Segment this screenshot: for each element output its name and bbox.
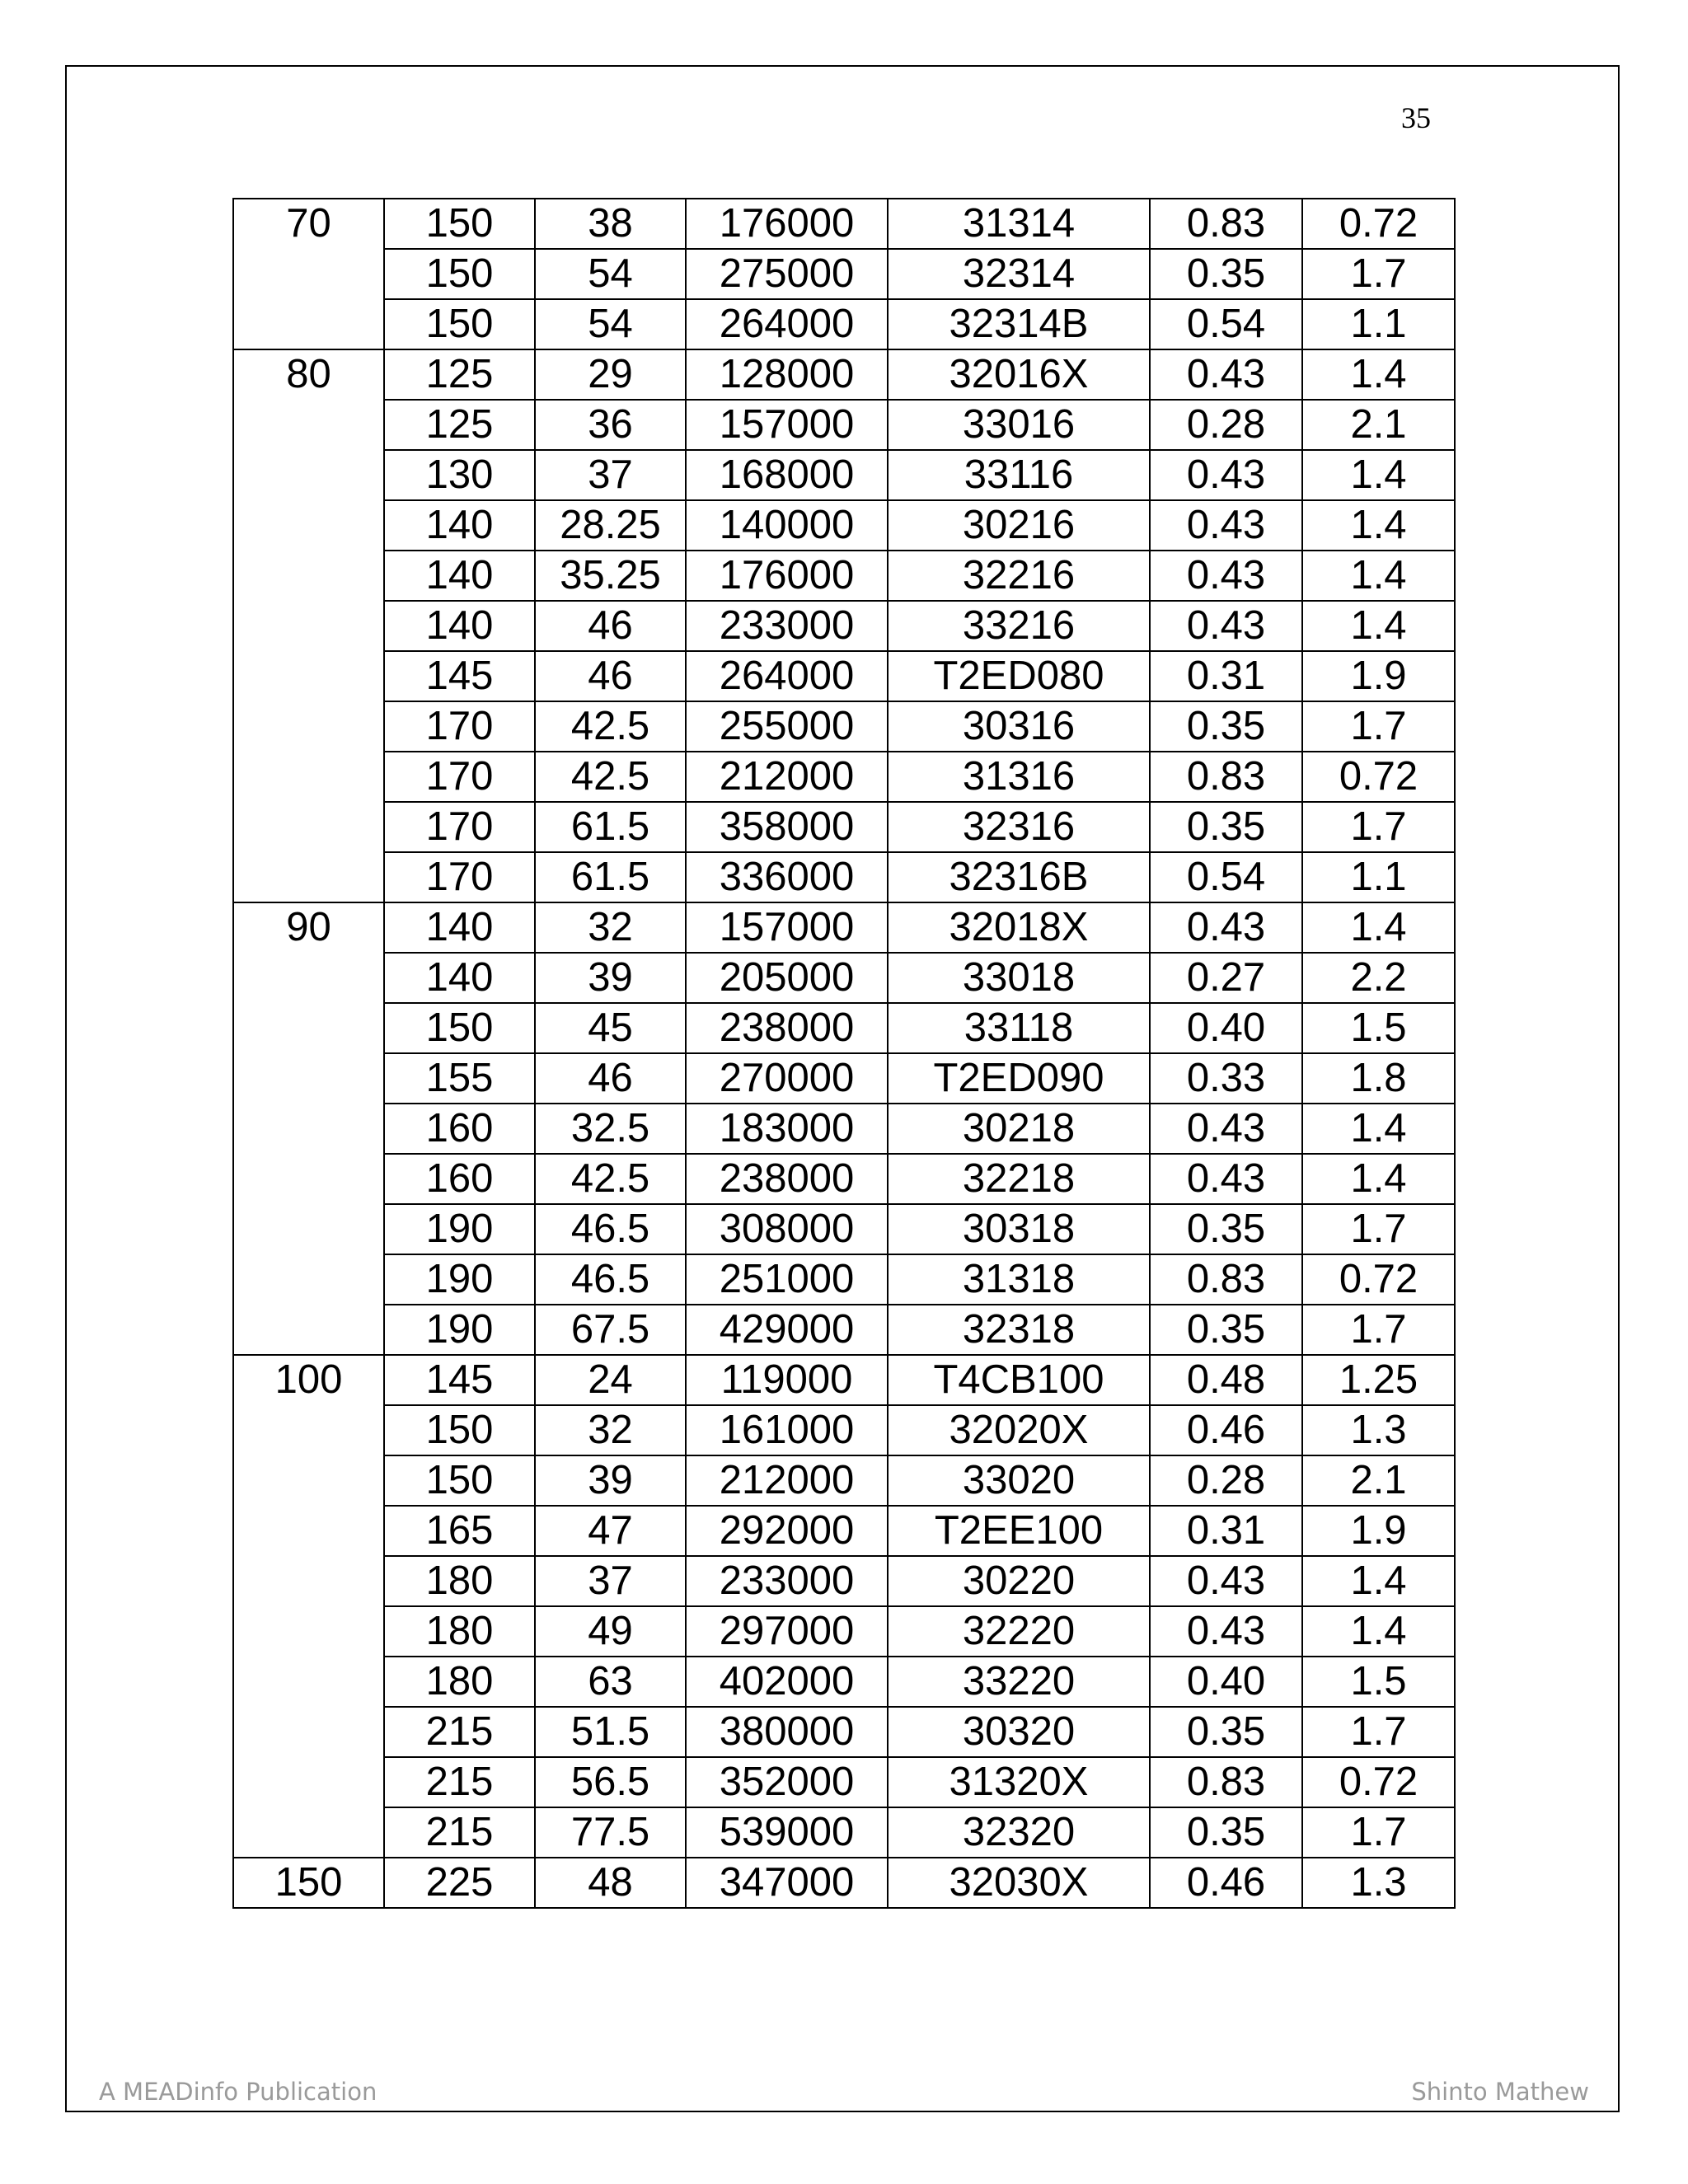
table-row bbox=[233, 1053, 1455, 1104]
table-cell: 233000 bbox=[686, 1556, 888, 1606]
table-cell: 155 bbox=[384, 1053, 535, 1104]
table-cell: 1.8 bbox=[1302, 1053, 1455, 1104]
table-cell: 212000 bbox=[686, 1455, 888, 1506]
table-cell: 233000 bbox=[686, 601, 888, 651]
table-row bbox=[233, 199, 1455, 249]
table-cell: 160 bbox=[384, 1154, 535, 1204]
table-row bbox=[233, 953, 1455, 1003]
table-body bbox=[233, 199, 1455, 1908]
table-cell: 0.43 bbox=[1150, 1104, 1302, 1154]
table-cell: 212000 bbox=[686, 752, 888, 802]
table-cell: 0.43 bbox=[1150, 1154, 1302, 1204]
table-cell: 30216 bbox=[888, 500, 1150, 551]
table-cell: 32218 bbox=[888, 1154, 1150, 1204]
table-cell: 32016X bbox=[888, 349, 1150, 400]
table-cell: 38 bbox=[535, 199, 686, 249]
table-cell: 0.83 bbox=[1150, 199, 1302, 249]
table-cell: 0.54 bbox=[1150, 299, 1302, 349]
table-cell: T4CB100 bbox=[888, 1355, 1150, 1405]
page-number: 35 bbox=[1401, 101, 1431, 134]
table-cell: 30220 bbox=[888, 1556, 1150, 1606]
table-row bbox=[233, 349, 1455, 400]
table-cell: 32318 bbox=[888, 1305, 1150, 1355]
table-cell: 1.7 bbox=[1302, 1807, 1455, 1858]
table-cell: 37 bbox=[535, 1556, 686, 1606]
table-cell: 2.2 bbox=[1302, 953, 1455, 1003]
table-cell: 1.3 bbox=[1302, 1405, 1455, 1455]
table-cell: 0.28 bbox=[1150, 1455, 1302, 1506]
table-cell: 0.35 bbox=[1150, 1204, 1302, 1254]
table-cell: 2.1 bbox=[1302, 1455, 1455, 1506]
table-cell: 125 bbox=[384, 349, 535, 400]
footer-author: Shinto Mathew bbox=[1411, 2078, 1589, 2106]
table-cell: 402000 bbox=[686, 1657, 888, 1707]
table-cell: 170 bbox=[384, 701, 535, 752]
table-cell: 429000 bbox=[686, 1305, 888, 1355]
table-row bbox=[233, 1305, 1455, 1355]
table-cell: 1.7 bbox=[1302, 1707, 1455, 1757]
table-cell: 0.83 bbox=[1150, 1254, 1302, 1305]
table-cell: 270000 bbox=[686, 1053, 888, 1104]
table-cell: 1.1 bbox=[1302, 299, 1455, 349]
table-cell: 225 bbox=[384, 1858, 535, 1908]
table-cell: 140 bbox=[384, 902, 535, 953]
table-cell: 150 bbox=[384, 249, 535, 299]
table-cell: 183000 bbox=[686, 1104, 888, 1154]
table-cell: 32320 bbox=[888, 1807, 1150, 1858]
table-cell: 0.35 bbox=[1150, 802, 1302, 852]
table-cell: 128000 bbox=[686, 349, 888, 400]
table-cell: 150 bbox=[384, 1003, 535, 1053]
table-cell: 48 bbox=[535, 1858, 686, 1908]
table-cell: 255000 bbox=[686, 701, 888, 752]
table-row bbox=[233, 1154, 1455, 1204]
table-cell: 0.48 bbox=[1150, 1355, 1302, 1405]
table-cell: 157000 bbox=[686, 902, 888, 953]
table-row bbox=[233, 1003, 1455, 1053]
table-cell: 140 bbox=[384, 601, 535, 651]
table-cell: 150 bbox=[384, 1455, 535, 1506]
table-cell: 150 bbox=[384, 299, 535, 349]
table-cell: 32220 bbox=[888, 1606, 1150, 1657]
table-cell: 157000 bbox=[686, 400, 888, 450]
table-cell: 33220 bbox=[888, 1657, 1150, 1707]
table-cell: 140 bbox=[384, 500, 535, 551]
table-cell: 47 bbox=[535, 1506, 686, 1556]
table-cell: 180 bbox=[384, 1606, 535, 1657]
table-row bbox=[233, 1204, 1455, 1254]
table-cell: 0.35 bbox=[1150, 1807, 1302, 1858]
table-cell: 145 bbox=[384, 1355, 535, 1405]
table-row bbox=[233, 1506, 1455, 1556]
table-cell: 180 bbox=[384, 1556, 535, 1606]
table-cell: 1.5 bbox=[1302, 1657, 1455, 1707]
table-cell: 32314 bbox=[888, 249, 1150, 299]
table-cell: 31316 bbox=[888, 752, 1150, 802]
table-cell: 1.25 bbox=[1302, 1355, 1455, 1405]
table-cell: 347000 bbox=[686, 1858, 888, 1908]
table-cell: 32020X bbox=[888, 1405, 1150, 1455]
table-cell: 0.40 bbox=[1150, 1657, 1302, 1707]
table-cell: 0.27 bbox=[1150, 953, 1302, 1003]
table-cell: 46 bbox=[535, 1053, 686, 1104]
table-cell: 125 bbox=[384, 400, 535, 450]
table-cell: 170 bbox=[384, 752, 535, 802]
table-cell: 0.72 bbox=[1302, 199, 1455, 249]
table-cell: 63 bbox=[535, 1657, 686, 1707]
table-cell: 140 bbox=[384, 953, 535, 1003]
table-cell: 32.5 bbox=[535, 1104, 686, 1154]
bearing-data-table bbox=[232, 198, 1456, 1909]
table-cell: 160 bbox=[384, 1104, 535, 1154]
table-cell: 24 bbox=[535, 1355, 686, 1405]
table-cell: 0.43 bbox=[1150, 349, 1302, 400]
table-cell: 39 bbox=[535, 953, 686, 1003]
table-row bbox=[233, 1355, 1455, 1405]
table-row bbox=[233, 651, 1455, 701]
table-cell: 56.5 bbox=[535, 1757, 686, 1807]
table-cell: 0.72 bbox=[1302, 752, 1455, 802]
table-cell: 39 bbox=[535, 1455, 686, 1506]
table-cell: 0.35 bbox=[1150, 1707, 1302, 1757]
table-cell: 0.33 bbox=[1150, 1053, 1302, 1104]
table-cell: 1.4 bbox=[1302, 450, 1455, 500]
table-cell: 32 bbox=[535, 1405, 686, 1455]
table-cell: 42.5 bbox=[535, 701, 686, 752]
table-cell: 1.7 bbox=[1302, 1305, 1455, 1355]
table-cell: 0.35 bbox=[1150, 1305, 1302, 1355]
table-cell: 0.72 bbox=[1302, 1254, 1455, 1305]
table-cell: 251000 bbox=[686, 1254, 888, 1305]
table-cell: 0.46 bbox=[1150, 1858, 1302, 1908]
table-cell: 1.4 bbox=[1302, 601, 1455, 651]
table-cell: 1.4 bbox=[1302, 349, 1455, 400]
table-cell: 0.43 bbox=[1150, 902, 1302, 953]
table-cell: 1.1 bbox=[1302, 852, 1455, 902]
table-row bbox=[233, 551, 1455, 601]
table-cell: 32316B bbox=[888, 852, 1150, 902]
table-cell: 0.40 bbox=[1150, 1003, 1302, 1053]
table-cell: 539000 bbox=[686, 1807, 888, 1858]
table-cell: 42.5 bbox=[535, 1154, 686, 1204]
table-cell: 0.72 bbox=[1302, 1757, 1455, 1807]
table-cell: 42.5 bbox=[535, 752, 686, 802]
table-cell: 176000 bbox=[686, 551, 888, 601]
table-cell: 33116 bbox=[888, 450, 1150, 500]
table-cell: 150 bbox=[384, 199, 535, 249]
table-row bbox=[233, 701, 1455, 752]
table-cell: 1.4 bbox=[1302, 1104, 1455, 1154]
table-row bbox=[233, 249, 1455, 299]
table-row bbox=[233, 1807, 1455, 1858]
table-row bbox=[233, 1254, 1455, 1305]
table-row bbox=[233, 299, 1455, 349]
table-cell: 61.5 bbox=[535, 852, 686, 902]
table-cell: 1.7 bbox=[1302, 249, 1455, 299]
table-cell: 140 bbox=[384, 551, 535, 601]
table-cell: 1.9 bbox=[1302, 1506, 1455, 1556]
bore-size-cell: 80 bbox=[233, 349, 384, 902]
table-cell: T2ED080 bbox=[888, 651, 1150, 701]
table-cell: 1.9 bbox=[1302, 651, 1455, 701]
table-cell: 0.31 bbox=[1150, 1506, 1302, 1556]
table-cell: 275000 bbox=[686, 249, 888, 299]
table-cell: 1.4 bbox=[1302, 1606, 1455, 1657]
table-cell: 31318 bbox=[888, 1254, 1150, 1305]
table-cell: 297000 bbox=[686, 1606, 888, 1657]
table-cell: 150 bbox=[384, 1405, 535, 1455]
table-cell: 32030X bbox=[888, 1858, 1150, 1908]
table-cell: 215 bbox=[384, 1757, 535, 1807]
table-cell: T2ED090 bbox=[888, 1053, 1150, 1104]
table-cell: 292000 bbox=[686, 1506, 888, 1556]
table-cell: 32316 bbox=[888, 802, 1150, 852]
table-cell: 1.4 bbox=[1302, 500, 1455, 551]
table-row bbox=[233, 1455, 1455, 1506]
table-cell: 238000 bbox=[686, 1003, 888, 1053]
table-row bbox=[233, 500, 1455, 551]
table-cell: 51.5 bbox=[535, 1707, 686, 1757]
table-row bbox=[233, 1606, 1455, 1657]
table-cell: 33020 bbox=[888, 1455, 1150, 1506]
table-cell: 1.3 bbox=[1302, 1858, 1455, 1908]
table-cell: 32 bbox=[535, 902, 686, 953]
table-cell: 180 bbox=[384, 1657, 535, 1707]
table-cell: 380000 bbox=[686, 1707, 888, 1757]
table-row bbox=[233, 1757, 1455, 1807]
table-cell: 67.5 bbox=[535, 1305, 686, 1355]
table-cell: 30318 bbox=[888, 1204, 1150, 1254]
footer-publisher: A MEADinfo Publication bbox=[99, 2078, 377, 2106]
table-cell: 145 bbox=[384, 651, 535, 701]
table-row bbox=[233, 802, 1455, 852]
table-row bbox=[233, 1858, 1455, 1908]
table-cell: 168000 bbox=[686, 450, 888, 500]
table-cell: 190 bbox=[384, 1305, 535, 1355]
table-cell: 336000 bbox=[686, 852, 888, 902]
table-cell: 0.46 bbox=[1150, 1405, 1302, 1455]
table-row bbox=[233, 400, 1455, 450]
table-cell: 264000 bbox=[686, 651, 888, 701]
table-cell: 264000 bbox=[686, 299, 888, 349]
bore-size-cell: 150 bbox=[233, 1858, 384, 1908]
table-cell: 170 bbox=[384, 852, 535, 902]
table-cell: 1.4 bbox=[1302, 1154, 1455, 1204]
table-cell: 0.35 bbox=[1150, 701, 1302, 752]
table-row bbox=[233, 1405, 1455, 1455]
table-cell: 33016 bbox=[888, 400, 1150, 450]
table-cell: 46.5 bbox=[535, 1204, 686, 1254]
table-cell: 119000 bbox=[686, 1355, 888, 1405]
table-row bbox=[233, 601, 1455, 651]
table-cell: 1.7 bbox=[1302, 802, 1455, 852]
table-row bbox=[233, 752, 1455, 802]
table-cell: 0.28 bbox=[1150, 400, 1302, 450]
table-cell: 29 bbox=[535, 349, 686, 400]
table-cell: 190 bbox=[384, 1204, 535, 1254]
table-row bbox=[233, 1556, 1455, 1606]
table-cell: 30316 bbox=[888, 701, 1150, 752]
table-cell: 0.31 bbox=[1150, 651, 1302, 701]
table-cell: 215 bbox=[384, 1707, 535, 1757]
table-row bbox=[233, 1104, 1455, 1154]
table-cell: 1.7 bbox=[1302, 1204, 1455, 1254]
table-cell: 2.1 bbox=[1302, 400, 1455, 450]
table-cell: 46.5 bbox=[535, 1254, 686, 1305]
table-cell: 30218 bbox=[888, 1104, 1150, 1154]
table-cell: 61.5 bbox=[535, 802, 686, 852]
table-cell: 170 bbox=[384, 802, 535, 852]
table-row bbox=[233, 902, 1455, 953]
table-cell: 30320 bbox=[888, 1707, 1150, 1757]
table-cell: 190 bbox=[384, 1254, 535, 1305]
table-cell: 1.4 bbox=[1302, 1556, 1455, 1606]
table-cell: 32216 bbox=[888, 551, 1150, 601]
table-cell: 46 bbox=[535, 601, 686, 651]
table-cell: 165 bbox=[384, 1506, 535, 1556]
table-cell: 28.25 bbox=[535, 500, 686, 551]
table-cell: 358000 bbox=[686, 802, 888, 852]
table-row bbox=[233, 852, 1455, 902]
table-cell: 0.43 bbox=[1150, 1606, 1302, 1657]
table-cell: 54 bbox=[535, 249, 686, 299]
table-cell: 0.43 bbox=[1150, 551, 1302, 601]
table-cell: 0.43 bbox=[1150, 601, 1302, 651]
table-cell: 32018X bbox=[888, 902, 1150, 953]
table-cell: 33018 bbox=[888, 953, 1150, 1003]
table-cell: 1.4 bbox=[1302, 902, 1455, 953]
table-cell: 1.4 bbox=[1302, 551, 1455, 601]
table-cell: 45 bbox=[535, 1003, 686, 1053]
table-cell: 130 bbox=[384, 450, 535, 500]
bore-size-cell: 70 bbox=[233, 199, 384, 349]
table-cell: 31314 bbox=[888, 199, 1150, 249]
bore-size-cell: 90 bbox=[233, 902, 384, 1355]
table-cell: 0.83 bbox=[1150, 1757, 1302, 1807]
table-cell: T2EE100 bbox=[888, 1506, 1150, 1556]
table-cell: 31320X bbox=[888, 1757, 1150, 1807]
table-cell: 0.35 bbox=[1150, 249, 1302, 299]
table-cell: 140000 bbox=[686, 500, 888, 551]
table-cell: 308000 bbox=[686, 1204, 888, 1254]
table-cell: 54 bbox=[535, 299, 686, 349]
table-cell: 33216 bbox=[888, 601, 1150, 651]
table-cell: 33118 bbox=[888, 1003, 1150, 1053]
table-cell: 215 bbox=[384, 1807, 535, 1858]
table-cell: 352000 bbox=[686, 1757, 888, 1807]
table-cell: 205000 bbox=[686, 953, 888, 1003]
bore-size-cell: 100 bbox=[233, 1355, 384, 1858]
table-cell: 176000 bbox=[686, 199, 888, 249]
table-cell: 46 bbox=[535, 651, 686, 701]
table-cell: 161000 bbox=[686, 1405, 888, 1455]
table-cell: 36 bbox=[535, 400, 686, 450]
table-cell: 238000 bbox=[686, 1154, 888, 1204]
table-cell: 1.5 bbox=[1302, 1003, 1455, 1053]
table-row bbox=[233, 450, 1455, 500]
table-cell: 0.83 bbox=[1150, 752, 1302, 802]
table-cell: 1.7 bbox=[1302, 701, 1455, 752]
table-cell: 77.5 bbox=[535, 1807, 686, 1858]
table-cell: 49 bbox=[535, 1606, 686, 1657]
table-cell: 37 bbox=[535, 450, 686, 500]
table-cell: 32314B bbox=[888, 299, 1150, 349]
table-row bbox=[233, 1657, 1455, 1707]
table-cell: 0.54 bbox=[1150, 852, 1302, 902]
table-cell: 0.43 bbox=[1150, 1556, 1302, 1606]
table-cell: 0.43 bbox=[1150, 500, 1302, 551]
table-cell: 35.25 bbox=[535, 551, 686, 601]
table-row bbox=[233, 1707, 1455, 1757]
table-cell: 0.43 bbox=[1150, 450, 1302, 500]
